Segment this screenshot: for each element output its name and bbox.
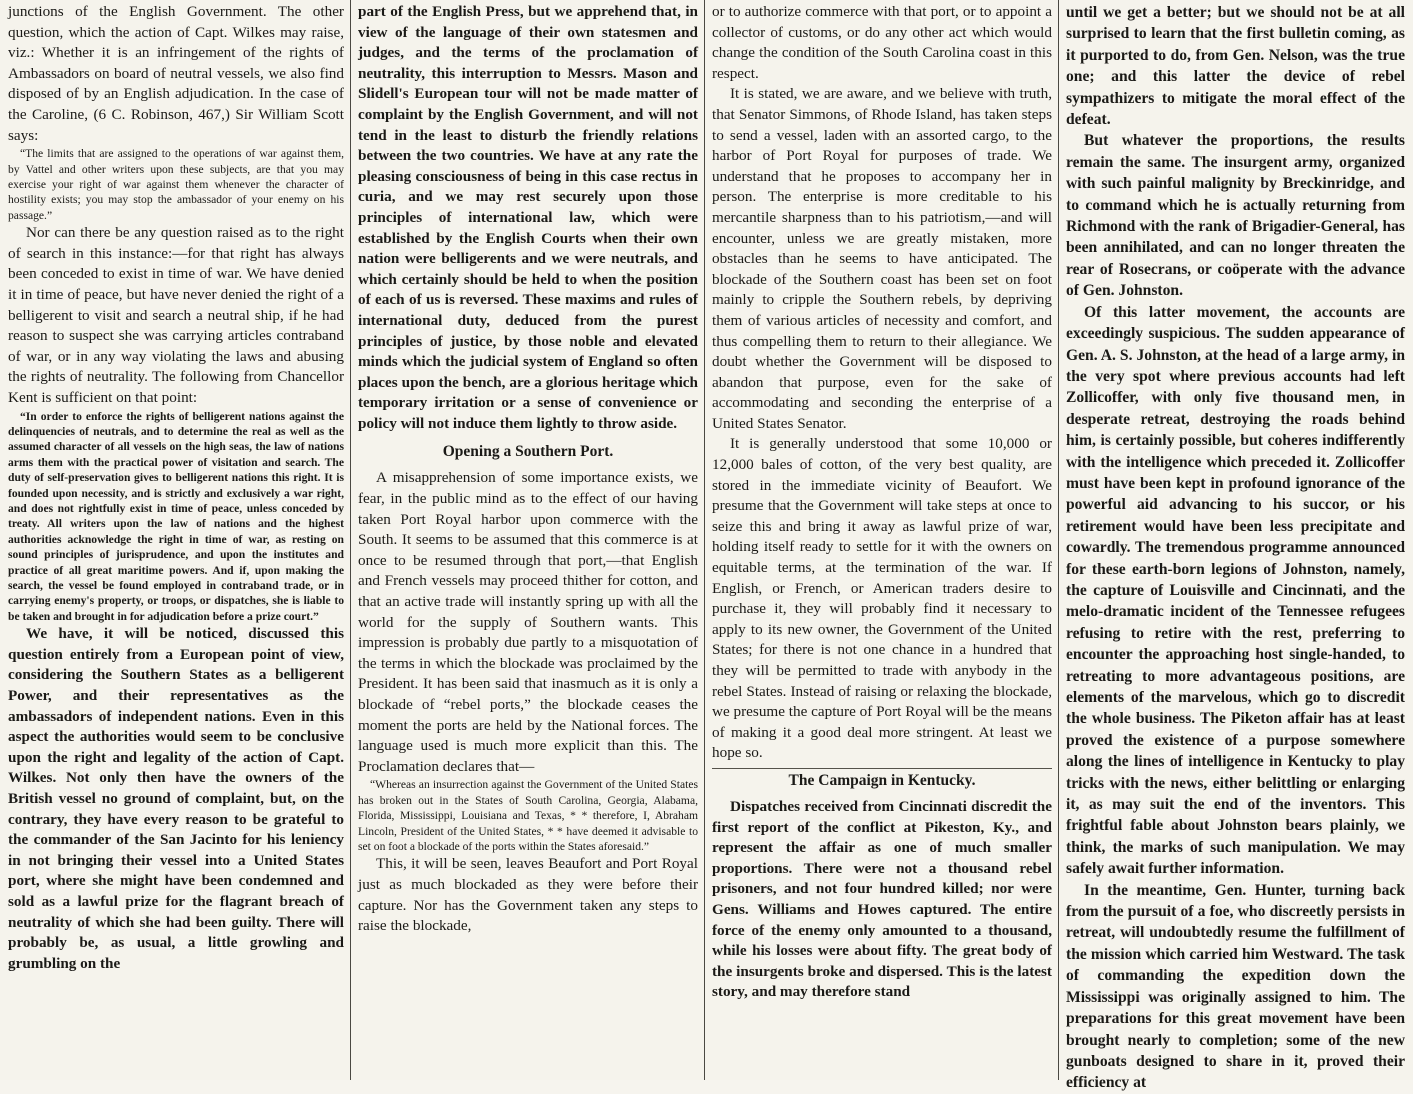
paragraph: It is generally understood that some 10,000 or 12,000 bales of cotton, of the very best quality, are stored in the immediate vicinity of Beaufort. We presume that the Government will take steps at once to seize this and bring it away as lawful prize of war, holding itself ready to settle for it with the owners on equitable terms, at the termination of the war. If English, or French, or American traders desire to purchase it, they will probably find it necessary to apply to its new owner, the Government of the United States; for there is not one chance in a hundred that they will be permitted to trade with anybody in the rebel States. Instead of raising or relaxing the blockade, we presume the capture of Port Royal will be the means of making it a good deal more stringent. At least we hope so. bbox=[712, 435, 1052, 762]
paragraph: Of this latter movement, the accounts are exceedingly suspicious. The sudden appearance of Gen. A. S. Johnston, at the head of a large army, in the very spot where previous accounts had left Zollicoffer, with only five thousand men, in desperate retreat, destroying the roads behind him, is certainly possible, but coheres indifferently with the intelligence which preceded it. Zollicoffer must have been kept in profound ignorance of the powerful aid advancing to his succor, or his retirement would have been less precipitate and cowardly. The tremendous programme announced for these earth-born legions of Johnston, namely, the capture of Louisville and Cincinnati, and the melo-dramatic incident of the Tennessee refugees refusing to retire with the rest, preferring to encounter the approaching host single-handed, to retreating to more advantageous positions, are elements of the marvelous, which go to discredit the whole business. The Piketon affair has at least proved the existence of a purpose somewhere along the lines of intelligence in Kentucky to play tricks with the news, either belittling or enlarging it, as may suit the end of the inventors. This frightful fable about Johnston bears plainly, we think, the marks of such manipulation. We may safely await further information. bbox=[1066, 303, 1405, 878]
paragraph: Dispatches received from Cincinnati discredit the first report of the conflict at Pikeston, Ky., and represent the affair as one of much smaller proportions. There were not a thousand rebel prisoners, and not four hundred killed; nor were Gens. Williams and Howes captured. The entire force of the enemy only amounted to a thousand, while his losses were about fifty. The great body of the insurgents broke and dispersed. This is the latest story, and may therefore stand bbox=[712, 797, 1052, 1001]
paragraph: until we get a better; but we should not be at all surprised to learn that the first bulletin coming, as it purported to do, from Gen. Nelson, was the true one; and this latter the device of rebel sympathizers to mitigate the moral effect of the defeat. bbox=[1066, 4, 1405, 129]
paragraph: In the meantime, Gen. Hunter, turning back from the pursuit of a foe, who discreetly persists in retreat, will undoubtedly resume the fulfillment of the mission which carried him Westward. The task of commanding the expedition down the Mississippi was originally assigned to him. The preparations for this great movement have been brought nearly to completion; some of the new gunboats designed to share in it, proved their efficiency at bbox=[1066, 881, 1405, 1092]
block-quote: “The limits that are assigned to the operations of war against them, by Vattel and other writers upon these subjects, are that you may exercise your right of war against them whenever the character of hostility exists; you may stop the ambassador of your enemy on his passage.” bbox=[8, 147, 344, 222]
block-quote: “Whereas an insurrection against the Government of the United States has broken out in the States of South Carolina, Georgia, Alabama, Florida, Mississippi, Louisiana and Texas, * * therefore, I, Abraham Lincoln, President of the United States, * * have deemed it advisable to set on foot a blockade of the ports within the States aforesaid.” bbox=[358, 778, 698, 853]
paragraph: or to authorize commerce with that port, or to appoint a collector of customs, or do any other act which would change the condition of the South Carolina coast in this respect. bbox=[712, 3, 1052, 82]
article-heading: Opening a Southern Port. bbox=[442, 443, 614, 461]
block-quote: “In order to enforce the rights of belligerent nations against the delinquencies of neutrals, and to determine the real as well as the assumed character of all vessels on the high seas, the law of nations arms them with the practical power of visitation and search. The duty of self-preservation gives to belligerent nations this right. It is founded upon necessity, and is strictly and exclusively a war right, and does not rightfully exist in time of peace, unless conceded by treaty. All writers upon the law of nations and the highest authorities acknowledge the right in time of war, as resting on sound principles of jurisprudence, and upon the institutes and practice of all great maritime powers. And if, upon making the search, the vessel be found employed in contraband trade, or in carrying enemy's property, or troops, or dispatches, she is liable to be taken and brought in for adjudication before a prize court.” bbox=[8, 409, 344, 623]
paragraph: But whatever the proportions, the results remain the same. The insurgent army, organized with such painful malignity by Breckinridge, and to command which he is actually returning from Richmond with the rank of Brigadier-General, has been annihilated, and can no longer threaten the rear of Rosecrans, or coöperate with the advance of Gen. Johnston. bbox=[1066, 132, 1405, 300]
column-1 bbox=[2, 2, 350, 1078]
paragraph: A misapprehension of some importance exists, we fear, in the public mind as to the effect of our having taken Port Royal harbor upon commerce with the South. It seems to be assumed that this commerce is at once to be resumed through that port,—that English and French vessels may proceed thither for cotton, and that an active trade will instantly spring up with all the world for the supply of Southern wants. This impression is probably due partly to a misquotation of the terms in which the blockade was proclaimed by the President. It has been said that inasmuch as it is only a blockade of “rebel ports,” the blockade ceases the moment the ports are held by the National forces. The language used is much more explicit than this. The Proclamation declares that— bbox=[358, 469, 698, 775]
paragraph: It is stated, we are aware, and we believe with truth, that Senator Simmons, of Rhode Island, has taken steps to send a vessel, laden with an assorted cargo, to the harbor of Port Royal for purposes of trade. We understand that he proposes to accompany her in person. The enterprise is more creditable to his mercantile sharpness than to his patriotism,—and will encounter, unless we are greatly mistaken, more obstacles than he seems to have anticipated. The blockade of the Southern coast has been set on foot mainly to cripple the Southern rebels, by depriving them of various articles of necessity and comfort, and thus compelling them to return to their allegiance. We doubt whether the Government will be disposed to abandon that purpose, even for the sake of accommodating and seconding the enterprise of a United States Senator. bbox=[712, 85, 1052, 432]
column-4 bbox=[1060, 2, 1411, 1092]
column-3 bbox=[706, 2, 1058, 1078]
paragraph: part of the English Press, but we apprehend that, in view of the language of their own statesmen and judges, and the terms of the proclamation of neutrality, this interruption to Messrs. Mason and Slidell's European tour will not be made matter of complaint by the English Government, and will not tend in the least to disturb the friendly relations between the two countries. We have at any rate the pleasing consciousness of being in this case rectus in curia, and we may rest securely upon those principles of international law, which were established by the English Courts when their own nation were belligerents and we were neutrals, and which certainly should be held to when the position of each of us is reversed. These maxims and rules of international duty, deduced from the purest principles of justice, by those noble and elevated minds which the judicial system of England so often places upon the bench, are a glorious heritage which temporary irritation or a sense of convenience or policy will not induce them lightly to throw aside. bbox=[358, 3, 698, 432]
column-rule bbox=[704, 0, 705, 1080]
paragraph: This, it will be seen, leaves Beaufort and Port Royal just as much blockaded as they were before their capture. Nor has the Government taken any steps to raise the blockade, bbox=[358, 855, 698, 935]
paragraph: junctions of the English Government. The other question, which the action of Capt. Wilkes may raise, viz.: Whether it is an infringement of the rights of Ambassadors on board of neutral vessels, we also find disposed of by an English adjudication. In the case of the Caroline, (6 C. Robinson, 467,) Sir William Scott says: bbox=[8, 3, 344, 144]
column-rule bbox=[1058, 0, 1059, 1080]
column-2 bbox=[352, 2, 704, 1078]
column-rule bbox=[350, 0, 351, 1080]
paragraph: Nor can there be any question raised as to the right of search in this instance:—for that right has always been conceded to exist in time of war. We have denied it in time of peace, but have never denied the right of a belligerent to visit and search a neutral ship, if he had reason to suspect she was carrying articles contraband of war, or in any way violating the laws and abusing the rights of neutrality. The following from Chancellor Kent is sufficient on that point: bbox=[8, 224, 344, 406]
paragraph: We have, it will be noticed, discussed this question entirely from a European point of view, considering the Southern States as a belligerent Power, and their representatives as the ambassadors of independent nations. Even in this aspect the authorities would seem to be conclusive upon the right and legality of the action of Capt. Wilkes. Not only then have the owners of the British vessel no ground of complaint, but, on the contrary, they have every reason to be grateful to the commander of the San Jacinto for his leniency in not bringing their vessel into a United States port, where she might have been condemned and sold as a lawful prize for the flagrant breach of neutrality of which she had been guilty. There will probably be, as usual, a little growling and grumbling on the bbox=[8, 625, 344, 972]
article-heading: The Campaign in Kentucky. bbox=[712, 768, 1052, 791]
